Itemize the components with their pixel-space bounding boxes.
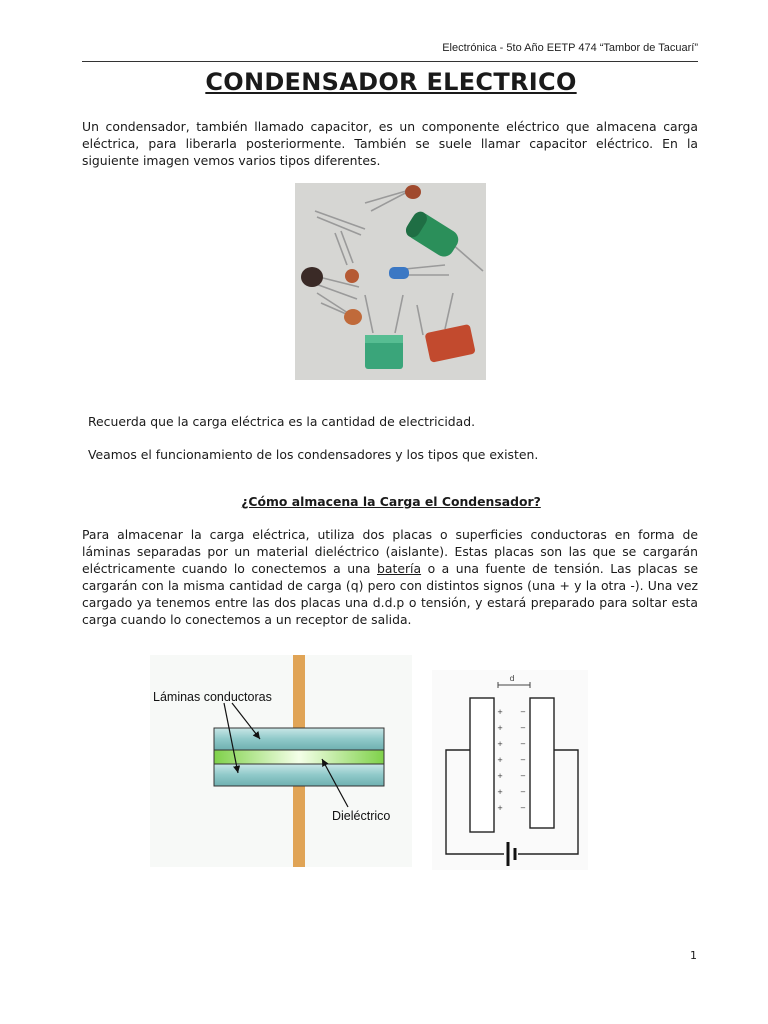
left-plate: [470, 698, 494, 832]
page-header: Electrónica - 5to Año EETP 474 “Tambor de Tacuarí”: [442, 42, 698, 54]
bottom-plate: [214, 764, 384, 786]
bateria-link[interactable]: batería: [377, 561, 422, 576]
svg-text:+: +: [497, 740, 503, 748]
distance-label: d: [509, 674, 515, 683]
header-rule: [82, 61, 698, 62]
capacitor-circuit-figure: [432, 670, 588, 870]
intro-paragraph: Un condensador, también llamado capacitor, es un componente eléctrico que almacena carga eléctrica, para liberarla posteriormente. También se suele llamar capacitor eléctrico. En la siguiente imagen vemos varios tipos diferentes.: [82, 119, 698, 168]
svg-text:−: −: [520, 788, 526, 796]
right-plate: [530, 698, 554, 828]
page-title: CONDENSADOR ELECTRICO: [205, 68, 577, 96]
label-plates: Láminas conductoras: [153, 690, 272, 704]
body-text-1: Para almacenar la carga eléctrica, utiliza dos placas o superficies conductoras en forma de láminas separadas por un material dieléctrico (aislante). Estas placas son las que se cargarán eléctricamente cuando lo conectemos a una: [82, 527, 698, 576]
section-heading: ¿Cómo almacena la Carga el Condensador?: [241, 494, 541, 509]
svg-text:−: −: [520, 756, 526, 764]
svg-text:+: +: [497, 724, 503, 732]
body-text-2: o a una fuente de tensión. Las placas se cargarán con la misma cantidad de carga (q) pero con distintos signos (una + y la otra -). Una vez cargado ya tenemos entre las dos placas una d.d.p o tensión, y estará preparado para soltar esta carga cuando lo conectemos a un receptor de salida.: [82, 561, 698, 627]
dielectric-layer: [214, 750, 384, 764]
svg-text:+: +: [497, 708, 503, 716]
svg-text:−: −: [520, 708, 526, 716]
svg-text:−: −: [520, 772, 526, 780]
svg-text:−: −: [520, 724, 526, 732]
svg-text:−: −: [520, 804, 526, 812]
capacitor-plates-figure: [150, 655, 412, 867]
note-types: Veamos el funcionamiento de los condensadores y los tipos que existen.: [88, 447, 539, 462]
page-number: 1: [690, 949, 697, 962]
body-paragraph: [82, 526, 698, 628]
capacitors-photo: [295, 183, 486, 380]
svg-text:+: +: [497, 756, 503, 764]
capacitors-photo-illustration: [295, 183, 486, 380]
svg-text:+: +: [497, 772, 503, 780]
svg-text:−: −: [520, 740, 526, 748]
svg-text:+: +: [497, 788, 503, 796]
label-dielectric: Dieléctrico: [332, 809, 391, 823]
svg-text:+: +: [497, 804, 503, 812]
top-plate: [214, 728, 384, 750]
note-electric-charge: Recuerda que la carga eléctrica es la cantidad de electricidad.: [88, 414, 476, 429]
